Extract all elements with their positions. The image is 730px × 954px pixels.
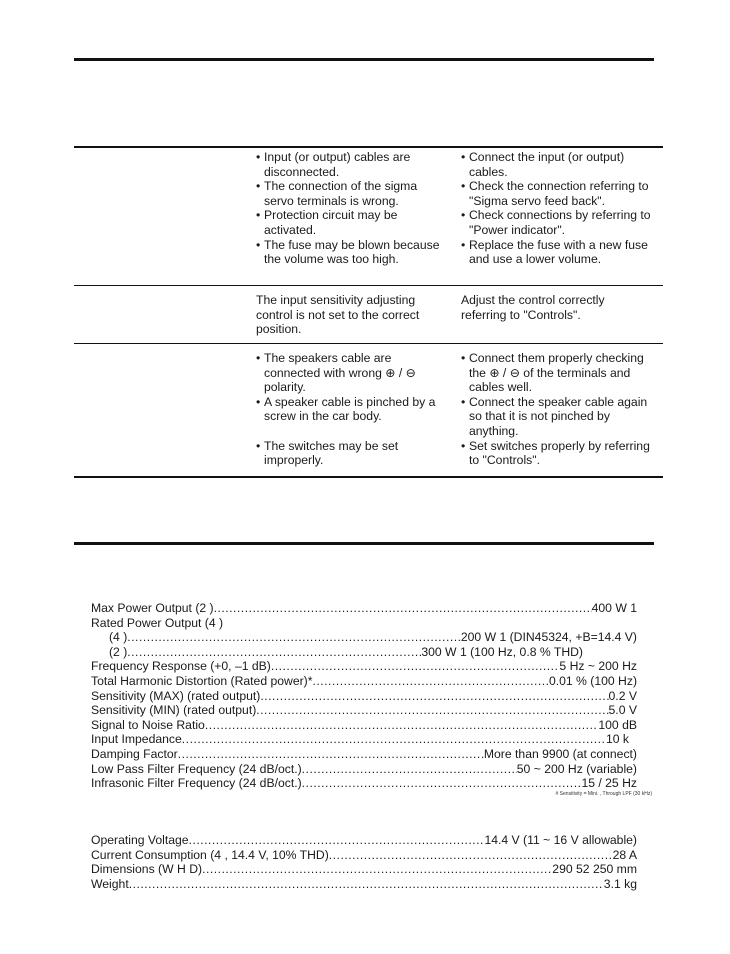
row1-actions bbox=[461, 150, 661, 267]
row2-cause: The input sensitivity adjusting control is not set to the correct position. bbox=[256, 293, 420, 337]
list-item: • The connection of the sigma servo terminals is wrong. bbox=[256, 179, 450, 208]
spec-row: Damping Factor ..... More than 9900 (at connect) bbox=[91, 747, 637, 762]
spec-row: Max Power Output (2 ) ..... 400 W 1 bbox=[91, 601, 637, 616]
list-item: • Check connections by referring to "Power indicator". bbox=[461, 208, 661, 237]
list-item: • The switches may be set improperly. bbox=[256, 439, 450, 468]
spec-row: Sensitivity (MIN) (rated output) ..... 5.0 V bbox=[91, 703, 637, 718]
list-item: • A speaker cable is pinched by a screw in the car body. bbox=[256, 395, 450, 424]
table-rule-header bbox=[74, 146, 663, 148]
list-item: • Check the connection referring to "Sigma servo feed back". bbox=[461, 179, 661, 208]
row1-causes bbox=[256, 150, 450, 267]
spec-row: Frequency Response (+0, –1 dB) ..... 5 Hz ~ 200 Hz bbox=[91, 659, 637, 674]
list-item: • Set switches properly by referring to "Controls". bbox=[461, 439, 661, 468]
spec-footnote: # Sensitivity = Mini. , Through LPF (30 kHz) bbox=[555, 791, 652, 797]
spec-row: Current Consumption (4 , 14.4 V, 10% THD) ..... 28 A bbox=[91, 848, 637, 863]
list-item: • Protection circuit may be activated. bbox=[256, 208, 450, 237]
spec-row: Sensitivity (MAX) (rated output) ..... 0.2 V bbox=[91, 689, 637, 704]
section-rule-top bbox=[74, 58, 654, 61]
list-item: • The fuse may be blown because the volume was too high. bbox=[256, 238, 450, 267]
list-item: • Connect the input (or output) cables. bbox=[461, 150, 661, 179]
spec-row: Input Impedance ..... 10 k bbox=[91, 732, 637, 747]
list-item: • Input (or output) cables are disconnected. bbox=[256, 150, 450, 179]
list-item: • Connect the speaker cable again so that it is not pinched by anything. bbox=[461, 395, 661, 439]
row3-actions bbox=[461, 351, 661, 468]
spec-row: Low Pass Filter Frequency (24 dB/oct.) ..... 50 ~ 200 Hz (variable) bbox=[91, 762, 637, 777]
spec-row: Total Harmonic Distortion (Rated power)* ..... 0.01 % (100 Hz) bbox=[91, 674, 637, 689]
spec-row: Dimensions (W H D) ..... 290 52 250 mm bbox=[91, 862, 637, 877]
spec-row: Rated Power Output (4 ) bbox=[91, 615, 224, 630]
audio-specs bbox=[91, 601, 637, 791]
spec-row: (2 ) ..... 300 W 1 (100 Hz, 0.8 % THD) bbox=[91, 645, 637, 660]
general-specs bbox=[91, 833, 637, 891]
spec-row: (4 ) ..... 200 W 1 (DIN45324, +B=14.4 V) bbox=[91, 630, 637, 645]
spec-row: Infrasonic Filter Frequency (24 dB/oct.) ..... 15 / 25 Hz bbox=[91, 776, 637, 791]
row3-causes bbox=[256, 351, 450, 468]
spec-row: Signal to Noise Ratio ..... 100 dB bbox=[91, 718, 637, 733]
table-rule-2 bbox=[74, 343, 663, 344]
section-rule-specs bbox=[74, 542, 654, 545]
table-rule-bottom bbox=[74, 476, 663, 478]
list-item: • Replace the fuse with a new fuse and use a lower volume. bbox=[461, 238, 661, 267]
spec-row: Operating Voltage ..... 14.4 V (11 ~ 16 V allowable) bbox=[91, 833, 637, 848]
list-item: • Connect them properly checking the ⊕ / ⊖ of the terminals and cables well. bbox=[461, 351, 661, 395]
spec-row: Weight ..... 3.1 kg bbox=[91, 877, 637, 892]
list-item: • The speakers cable are connected with wrong ⊕ / ⊖ polarity. bbox=[256, 351, 450, 395]
row2-action: Adjust the control correctly referring to "Controls". bbox=[461, 293, 605, 322]
table-rule-1 bbox=[74, 285, 663, 286]
